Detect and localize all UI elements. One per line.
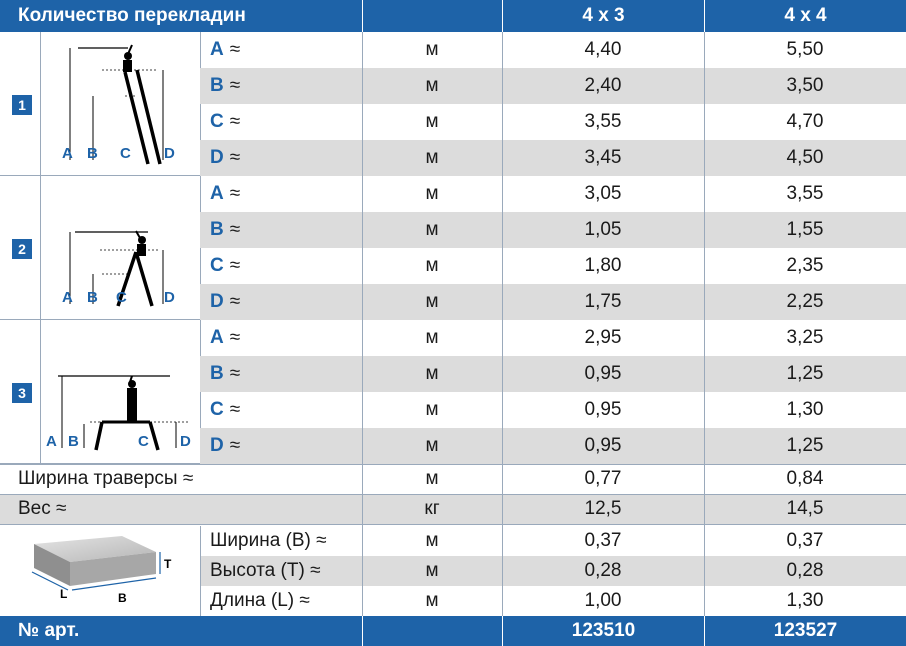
- dimension-v1: 2,95: [584, 327, 622, 348]
- dimension-label: [200, 428, 362, 464]
- dimension-label: [200, 140, 362, 176]
- section-1-badge: 1: [12, 95, 32, 115]
- dimension-unit: м: [362, 140, 502, 176]
- dim-label-B: B: [87, 289, 98, 306]
- dimension-v2: 4,70: [786, 111, 824, 132]
- footer-label: № арт.: [0, 616, 362, 646]
- dimension-letter: D: [210, 435, 224, 456]
- traverse-row: [0, 464, 906, 494]
- traverse-v2: 0,84: [786, 468, 824, 489]
- dimension-v1: 3,05: [584, 183, 622, 204]
- dim-label-D: D: [164, 145, 175, 162]
- dimension-v2: 3,55: [786, 183, 824, 204]
- column-divider: [502, 32, 503, 616]
- ladder-diagram-1: [40, 34, 200, 176]
- dimension-label: [200, 356, 362, 392]
- approx-sign: ≈: [229, 39, 241, 60]
- dimension-unit: м: [425, 183, 439, 204]
- footer-art-4x4: 123527: [704, 616, 906, 646]
- weight-label: Вес ≈: [18, 498, 67, 519]
- package-label: Длина (L) ≈: [210, 590, 310, 611]
- dim-label-A: A: [46, 433, 57, 450]
- approx-sign: ≈: [229, 399, 241, 420]
- dim-label-B: B: [68, 433, 79, 450]
- approx-sign: ≈: [229, 75, 241, 96]
- footer-unit-blank: [362, 616, 502, 646]
- footer-art-4x3: 123510: [502, 616, 704, 646]
- dimension-v1: 1,75: [502, 284, 704, 320]
- dim-label-D: D: [164, 289, 175, 306]
- dimension-letter: B: [210, 219, 224, 240]
- dimension-label: [200, 248, 362, 284]
- dimension-v1: 0,95: [502, 356, 704, 392]
- dimension-unit: м: [425, 111, 439, 132]
- dimension-label: [200, 32, 362, 68]
- dimension-v2: 3,25: [786, 327, 824, 348]
- traverse-unit: м: [425, 468, 439, 489]
- dimension-letter: B: [210, 363, 224, 384]
- dimension-letter: A: [210, 183, 224, 204]
- dimension-letter: C: [210, 255, 224, 276]
- dimension-letter: A: [210, 327, 224, 348]
- dimension-v1: 0,95: [502, 428, 704, 464]
- approx-sign: ≈: [229, 219, 241, 240]
- approx-sign: ≈: [229, 147, 241, 168]
- dimension-v1: 1,05: [502, 212, 704, 248]
- dimension-v1: 1,80: [584, 255, 622, 276]
- dimension-v1: 3,55: [584, 111, 622, 132]
- ladder-diagram-3: [40, 322, 200, 464]
- package-v2: 0,28: [704, 556, 906, 586]
- dimension-v2: 3,50: [704, 68, 906, 104]
- approx-sign: ≈: [229, 111, 241, 132]
- dimension-unit: м: [362, 212, 502, 248]
- dim-label-C: C: [138, 433, 149, 450]
- dimension-v2: 5,50: [786, 39, 824, 60]
- column-divider: [362, 32, 363, 616]
- approx-sign: ≈: [229, 363, 241, 384]
- package-box-diagram: [20, 530, 200, 610]
- package-v2: 1,30: [786, 590, 824, 611]
- row-separator: [0, 524, 906, 525]
- row-separator: [0, 464, 906, 465]
- dimension-unit: м: [362, 284, 502, 320]
- dimension-unit: м: [425, 39, 439, 60]
- dimension-v2: 1,25: [704, 356, 906, 392]
- dimension-unit: м: [362, 428, 502, 464]
- dim-label-C: C: [120, 145, 131, 162]
- header-col-4x4: 4 x 4: [704, 0, 906, 32]
- dimension-unit: м: [425, 255, 439, 276]
- ladder-diagram-2: [40, 178, 200, 320]
- package-label: Ширина (B) ≈: [210, 530, 327, 551]
- dimension-label: [200, 320, 362, 356]
- dimension-v2: 1,30: [786, 399, 824, 420]
- dim-label-A: A: [62, 289, 73, 306]
- dimension-v1: 2,40: [502, 68, 704, 104]
- section-2-badge: 2: [12, 239, 32, 259]
- package-v1: 1,00: [584, 590, 622, 611]
- dimension-v2: 4,50: [704, 140, 906, 176]
- approx-sign: ≈: [229, 183, 241, 204]
- dimension-v2: 2,25: [704, 284, 906, 320]
- dimension-unit: м: [425, 399, 439, 420]
- dim-label-A: A: [62, 145, 73, 162]
- header-title: Количество перекладин: [0, 0, 362, 32]
- dimension-unit: м: [425, 327, 439, 348]
- traverse-label: Ширина траверсы ≈: [18, 468, 194, 489]
- dimension-v1: 0,95: [584, 399, 622, 420]
- package-unit: м: [425, 590, 439, 611]
- dimension-unit: м: [362, 356, 502, 392]
- dim-label-B: B: [87, 145, 98, 162]
- dimension-unit: м: [362, 68, 502, 104]
- dimension-letter: D: [210, 147, 224, 168]
- dimension-v2: 2,35: [786, 255, 824, 276]
- dim-label-D: D: [180, 433, 191, 450]
- dimension-label: [200, 392, 362, 428]
- box-label-L: L: [60, 587, 68, 601]
- weight-unit: кг: [424, 498, 440, 519]
- dimension-v1: 4,40: [584, 39, 622, 60]
- dimension-label: [200, 68, 362, 104]
- approx-sign: ≈: [229, 255, 241, 276]
- box-label-T: T: [164, 557, 172, 571]
- header-unit-blank: [362, 0, 502, 32]
- weight-v2: 14,5: [786, 498, 824, 519]
- package-unit: м: [425, 530, 439, 551]
- package-label: Высота (T) ≈: [200, 556, 362, 586]
- dimension-v2: 1,25: [704, 428, 906, 464]
- table-header: [0, 0, 906, 32]
- approx-sign: ≈: [229, 327, 241, 348]
- dimension-letter: B: [210, 75, 224, 96]
- weight-v1: 12,5: [584, 498, 622, 519]
- box-label-B: B: [118, 591, 127, 605]
- section-3-badge: 3: [12, 383, 32, 403]
- dimension-v1: 3,45: [502, 140, 704, 176]
- dimension-label: [200, 212, 362, 248]
- dimension-letter: D: [210, 291, 224, 312]
- weight-row: [0, 494, 906, 524]
- header-col-4x3: 4 x 3: [502, 0, 704, 32]
- package-divider: [200, 526, 201, 616]
- package-v1: 0,37: [584, 530, 622, 551]
- column-divider: [704, 32, 705, 616]
- dimension-v2: 1,55: [704, 212, 906, 248]
- package-unit: м: [362, 556, 502, 586]
- approx-sign: ≈: [229, 291, 241, 312]
- row-separator: [0, 494, 906, 495]
- dim-label-C: C: [116, 289, 127, 306]
- package-v1: 0,28: [502, 556, 704, 586]
- traverse-v1: 0,77: [584, 468, 622, 489]
- table-footer: [0, 616, 906, 646]
- dimension-letter: C: [210, 399, 224, 420]
- dimension-label: [200, 104, 362, 140]
- package-v2: 0,37: [786, 530, 824, 551]
- dimension-label: [200, 176, 362, 212]
- dimension-label: [200, 284, 362, 320]
- approx-sign: ≈: [229, 435, 241, 456]
- dimension-letter: C: [210, 111, 224, 132]
- dimension-letter: A: [210, 39, 224, 60]
